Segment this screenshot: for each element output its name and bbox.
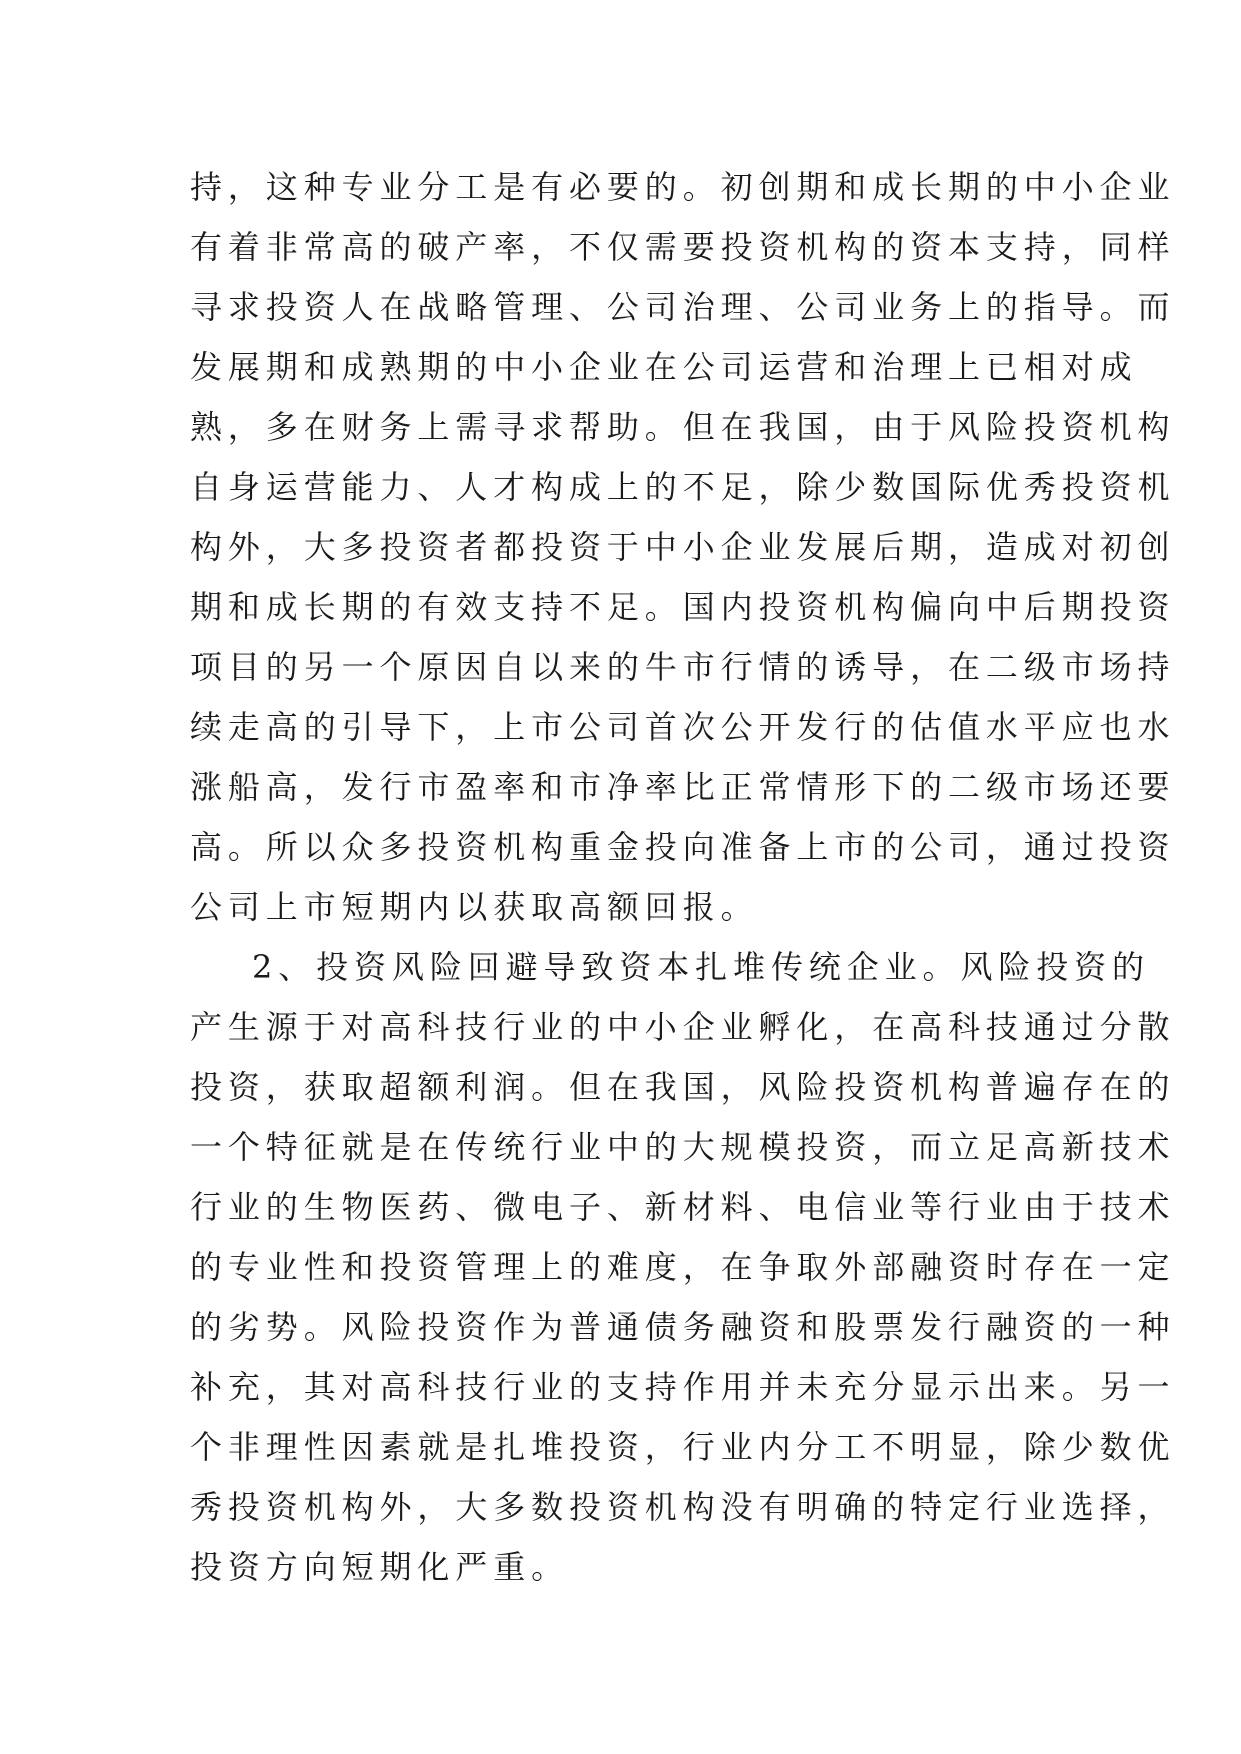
text-line: 投资方向短期化严重。	[190, 1548, 570, 1586]
text-line: 发展期和成熟期的中小企业在公司运营和治理上已相对成	[190, 348, 1138, 386]
text-line: 构外，大多投资者都投资于中小企业发展后期，造成对初创	[190, 528, 1176, 566]
text-line: 熟，多在财务上需寻求帮助。但在我国，由于风险投资机构	[190, 408, 1176, 446]
text-line: 自身运营能力、人才构成上的不足，除少数国际优秀投资机	[190, 468, 1176, 506]
text-line: 行业的生物医药、微电子、新材料、电信业等行业由于技术	[190, 1188, 1176, 1226]
text-line: 个非理性因素就是扎堆投资，行业内分工不明显，除少数优	[190, 1428, 1176, 1466]
text-line: 续走高的引导下，上市公司首次公开发行的估值水平应也水	[190, 708, 1176, 746]
text-line: 的专业性和投资管理上的难度，在争取外部融资时存在一定	[190, 1248, 1176, 1286]
text-line: 寻求投资人在战略管理、公司治理、公司业务上的指导。而	[190, 288, 1176, 326]
text-line: 秀投资机构外，大多数投资机构没有明确的特定行业选择，	[190, 1488, 1176, 1526]
text-line: 持，这种专业分工是有必要的。初创期和成长期的中小企业	[190, 168, 1176, 206]
text-line: 公司上市短期内以获取高额回报。	[190, 888, 759, 926]
text-line: 期和成长期的有效支持不足。国内投资机构偏向中后期投资	[190, 588, 1176, 626]
text-line: 高。所以众多投资机构重金投向准备上市的公司，通过投资	[190, 828, 1176, 866]
text-line: 补充，其对高科技行业的支持作用并未充分显示出来。另一	[190, 1368, 1176, 1406]
text-line: 项目的另一个原因自以来的牛市行情的诱导，在二级市场持	[190, 648, 1176, 686]
text-line: 一个特征就是在传统行业中的大规模投资，而立足高新技术	[190, 1128, 1176, 1166]
text-line: 产生源于对高科技行业的中小企业孵化，在高科技通过分散	[190, 1008, 1176, 1046]
text-line: 有着非常高的破产率，不仅需要投资机构的资本支持，同样	[190, 228, 1176, 266]
body-text	[190, 157, 1176, 1597]
paragraph-start-line: 2、投资风险回避导致资本扎堆传统企业。风险投资的	[252, 948, 1150, 986]
text-line: 投资，获取超额利润。但在我国，风险投资机构普遍存在的	[190, 1068, 1176, 1106]
text-line: 的劣势。风险投资作为普通债务融资和股票发行融资的一种	[190, 1308, 1176, 1346]
text-line: 涨船高，发行市盈率和市净率比正常情形下的二级市场还要	[190, 768, 1176, 806]
